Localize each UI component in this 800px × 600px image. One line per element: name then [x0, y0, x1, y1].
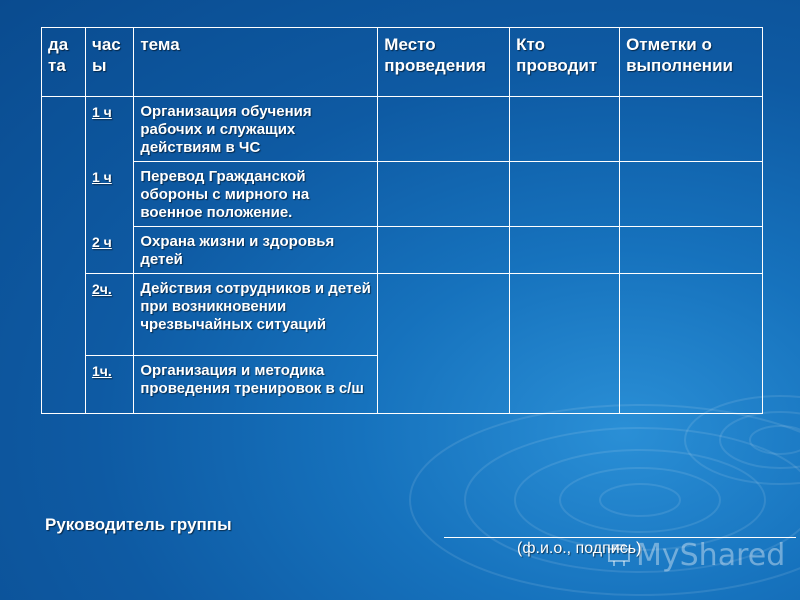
place-cell — [378, 97, 510, 162]
table-header-row — [42, 28, 763, 97]
topic-cell: Перевод Гражданской обороны с мирного на военное положение. — [134, 162, 378, 227]
header-place: Место проведения — [378, 28, 510, 97]
place-cell — [378, 227, 510, 274]
table-row — [42, 227, 763, 274]
header-hours: час ы — [85, 28, 133, 97]
marks-cell — [620, 97, 763, 162]
topic-cell: Организация обучения рабочих и служащих действиям в ЧС — [134, 97, 378, 162]
header-who: Кто проводит — [510, 28, 620, 97]
topic-cell: Организация и методика проведения тренировок в с/ш — [134, 356, 378, 414]
hours-value: 1ч. — [91, 363, 112, 379]
hours-value: 1 ч — [91, 104, 112, 120]
marks-cell — [620, 227, 763, 274]
watermark-text: MyShared — [636, 538, 786, 573]
place-cell — [378, 162, 510, 227]
signature-caption: (ф.и.о., подпись) — [517, 540, 642, 557]
hours-cell — [85, 274, 133, 356]
date-cell — [42, 97, 86, 414]
table-row — [42, 274, 763, 356]
who-cell — [510, 227, 620, 274]
header-marks: Отметки о выполнении — [620, 28, 763, 97]
topic-cell: Действия сотрудников и детей при возникновении чрезвычайных ситуаций — [134, 274, 378, 356]
header-topic: тема — [134, 28, 378, 97]
table-row — [42, 162, 763, 227]
who-cell — [510, 162, 620, 227]
myshared-logo-icon — [604, 541, 634, 567]
who-cell — [510, 97, 620, 162]
header-date: да та — [42, 28, 86, 97]
place-cell — [378, 274, 510, 356]
place-cell — [378, 356, 510, 414]
hours-cell — [85, 356, 133, 414]
topic-cell: Охрана жизни и здоровья детей — [134, 227, 378, 274]
marks-cell — [620, 274, 763, 414]
who-cell — [510, 274, 620, 414]
marks-cell — [620, 162, 763, 227]
watermark — [604, 538, 785, 573]
hours-cell — [85, 227, 133, 274]
hours-value: 1 ч — [91, 168, 112, 185]
group-leader-label: Руководитель группы — [45, 515, 232, 534]
hours-cell — [85, 162, 133, 227]
hours-value: 2ч. — [91, 281, 112, 297]
hours-value: 2 ч — [91, 233, 112, 250]
schedule-table — [41, 27, 763, 414]
table-row — [42, 97, 763, 162]
hours-cell — [85, 97, 133, 162]
